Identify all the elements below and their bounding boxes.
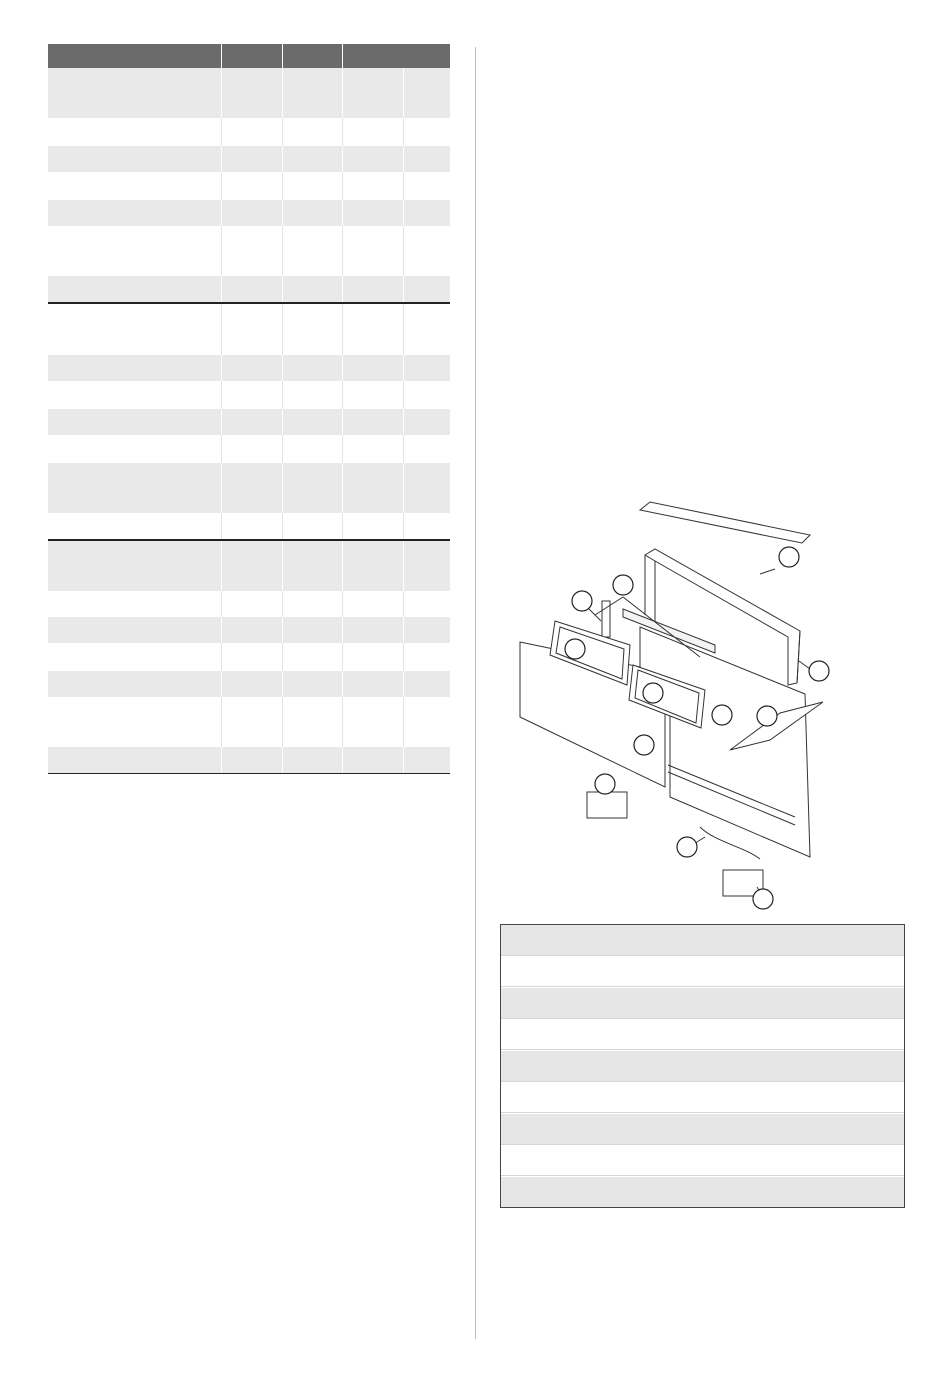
diagram-top-strip <box>640 502 810 543</box>
spec-table-row <box>48 381 450 409</box>
spec-table-cell <box>48 591 221 617</box>
spec-table-cell <box>282 146 342 172</box>
spec-table-cell <box>48 617 221 643</box>
spec-table-cell <box>221 381 282 409</box>
callout-circle <box>677 837 697 857</box>
spec-table-cell <box>403 409 450 435</box>
spec-table-cell <box>48 540 221 591</box>
spec-table-cell <box>282 513 342 540</box>
spec-table-cell <box>48 200 221 226</box>
spec-table-cell <box>48 409 221 435</box>
spec-table-cell <box>48 643 221 671</box>
spec-table-row <box>48 463 450 513</box>
callout-circle <box>712 705 732 725</box>
spec-table-cell <box>48 146 221 172</box>
spec-table-cell <box>403 747 450 774</box>
callout-circle <box>572 591 592 611</box>
spec-table-row <box>48 671 450 697</box>
spec-table-cell <box>282 697 342 747</box>
spec-table-body <box>48 68 450 774</box>
spec-table-row <box>48 200 450 226</box>
spec-table-cell <box>342 671 403 697</box>
spec-table-cell <box>282 172 342 200</box>
spec-table-cell <box>342 463 403 513</box>
parts-table-row <box>501 925 904 955</box>
spec-table-cell <box>48 276 221 303</box>
spec-table-cell <box>342 276 403 303</box>
spec-table-cell <box>282 303 342 355</box>
spec-table-row <box>48 303 450 355</box>
callout-circle <box>643 683 663 703</box>
spec-table-cell <box>221 643 282 671</box>
spec-table-cell <box>342 540 403 591</box>
spec-header-cell <box>342 44 450 68</box>
spec-table-cell <box>282 747 342 774</box>
spec-table-cell <box>48 435 221 463</box>
spec-table-cell <box>221 671 282 697</box>
spec-table-cell <box>342 409 403 435</box>
spec-table-cell <box>403 146 450 172</box>
spec-table-cell <box>221 591 282 617</box>
spec-table-cell <box>221 463 282 513</box>
spec-table-cell <box>342 381 403 409</box>
spec-table-header <box>48 44 450 68</box>
spec-table-row <box>48 591 450 617</box>
spec-table-cell <box>282 671 342 697</box>
spec-table-cell <box>221 747 282 774</box>
spec-table-cell <box>221 540 282 591</box>
diagram-foot-left <box>587 792 627 818</box>
spec-table-cell <box>282 591 342 617</box>
spec-table-cell <box>342 747 403 774</box>
spec-table-cell <box>221 276 282 303</box>
spec-table-cell <box>403 226 450 276</box>
spec-table-cell <box>48 671 221 697</box>
spec-table-cell <box>48 68 221 118</box>
spec-table-row <box>48 617 450 643</box>
spec-table-cell <box>342 68 403 118</box>
spec-table-cell <box>282 409 342 435</box>
callout-circle <box>634 735 654 755</box>
spec-table-cell <box>282 617 342 643</box>
spec-table-cell <box>282 276 342 303</box>
spec-table-row <box>48 697 450 747</box>
spec-table-cell <box>282 200 342 226</box>
spec-table-cell <box>48 513 221 540</box>
spec-table-cell <box>342 226 403 276</box>
callout-circle <box>565 639 585 659</box>
spec-table-cell <box>221 513 282 540</box>
spec-table-cell <box>403 540 450 591</box>
callout-circle <box>779 547 799 567</box>
spec-table-cell <box>282 68 342 118</box>
spec-table-cell <box>403 68 450 118</box>
spec-table-cell <box>48 172 221 200</box>
spec-table-cell <box>403 463 450 513</box>
callout-leader <box>587 607 601 621</box>
spec-table-cell <box>342 118 403 146</box>
spec-table-cell <box>221 697 282 747</box>
spec-table-cell <box>403 591 450 617</box>
spec-table-cell <box>282 381 342 409</box>
spec-table-cell <box>221 146 282 172</box>
spec-table-cell <box>342 697 403 747</box>
parts-table-row <box>501 1050 904 1081</box>
parts-table-row <box>501 987 904 1018</box>
spec-header-cell <box>48 44 221 68</box>
spec-table-cell <box>282 226 342 276</box>
spec-table-row <box>48 643 450 671</box>
parts-table-row <box>501 1144 904 1176</box>
callout-circle <box>757 706 777 726</box>
spec-table-cell <box>403 617 450 643</box>
spec-table-cell <box>403 381 450 409</box>
callout-circle <box>809 661 829 681</box>
spec-table-cell <box>403 303 450 355</box>
spec-table-row <box>48 435 450 463</box>
exploded-assembly-diagram <box>505 497 845 912</box>
spec-table-cell <box>282 463 342 513</box>
spec-table-cell <box>403 435 450 463</box>
spec-table-cell <box>221 172 282 200</box>
spec-table-cell <box>342 303 403 355</box>
spec-table-cell <box>403 118 450 146</box>
spec-table-cell <box>221 68 282 118</box>
spec-table-cell <box>403 643 450 671</box>
spec-table-row <box>48 226 450 276</box>
callout-circle <box>753 889 773 909</box>
spec-table-row <box>48 68 450 118</box>
spec-table-cell <box>48 303 221 355</box>
callout-circle <box>613 575 633 595</box>
parts-table-row <box>501 1113 904 1144</box>
spec-table-cell <box>282 118 342 146</box>
spec-table-cell <box>221 200 282 226</box>
callout-circle <box>595 774 615 794</box>
parts-table-row <box>501 1176 904 1207</box>
spec-table-row <box>48 146 450 172</box>
spec-table-cell <box>403 276 450 303</box>
spec-table-cell <box>403 200 450 226</box>
parts-table-row <box>501 955 904 987</box>
parts-table-row <box>501 1018 904 1050</box>
spec-table-cell <box>48 747 221 774</box>
spec-table-cell <box>221 355 282 381</box>
spec-table-cell <box>221 118 282 146</box>
spec-header-cell <box>221 44 282 68</box>
parts-table <box>500 924 905 1208</box>
spec-table-cell <box>221 226 282 276</box>
spec-table-cell <box>282 355 342 381</box>
parts-table-row <box>501 1081 904 1113</box>
spec-table-cell <box>48 118 221 146</box>
spec-table-cell <box>403 172 450 200</box>
spec-table-cell <box>342 172 403 200</box>
spec-table <box>48 44 450 774</box>
callout-leader <box>760 569 775 574</box>
spec-table-cell <box>282 643 342 671</box>
spec-table-cell <box>48 226 221 276</box>
spec-table-row <box>48 118 450 146</box>
spec-table-cell <box>221 409 282 435</box>
column-divider <box>475 47 476 1339</box>
spec-table-cell <box>342 435 403 463</box>
spec-table-cell <box>342 146 403 172</box>
spec-table-cell <box>282 540 342 591</box>
spec-table-cell <box>403 697 450 747</box>
spec-table-cell <box>282 435 342 463</box>
spec-table-cell <box>342 617 403 643</box>
spec-table-cell <box>342 200 403 226</box>
spec-table-cell <box>221 435 282 463</box>
spec-table-cell <box>342 513 403 540</box>
spec-table-row <box>48 540 450 591</box>
spec-table-row <box>48 355 450 381</box>
spec-table-container <box>48 44 450 774</box>
spec-table-cell <box>342 643 403 671</box>
spec-table-cell <box>48 381 221 409</box>
spec-table-cell <box>342 355 403 381</box>
spec-table-cell <box>403 671 450 697</box>
spec-table-cell <box>48 463 221 513</box>
spec-table-row <box>48 172 450 200</box>
spec-table-cell <box>342 591 403 617</box>
spec-table-row <box>48 513 450 540</box>
spec-table-cell <box>221 617 282 643</box>
spec-table-cell <box>403 355 450 381</box>
callout-leader <box>799 661 810 669</box>
spec-table-cell <box>221 303 282 355</box>
spec-table-row <box>48 276 450 303</box>
spec-table-row <box>48 409 450 435</box>
spec-table-cell <box>403 513 450 540</box>
spec-table-row <box>48 747 450 774</box>
spec-header-cell <box>282 44 342 68</box>
spec-table-cell <box>48 697 221 747</box>
spec-table-cell <box>48 355 221 381</box>
